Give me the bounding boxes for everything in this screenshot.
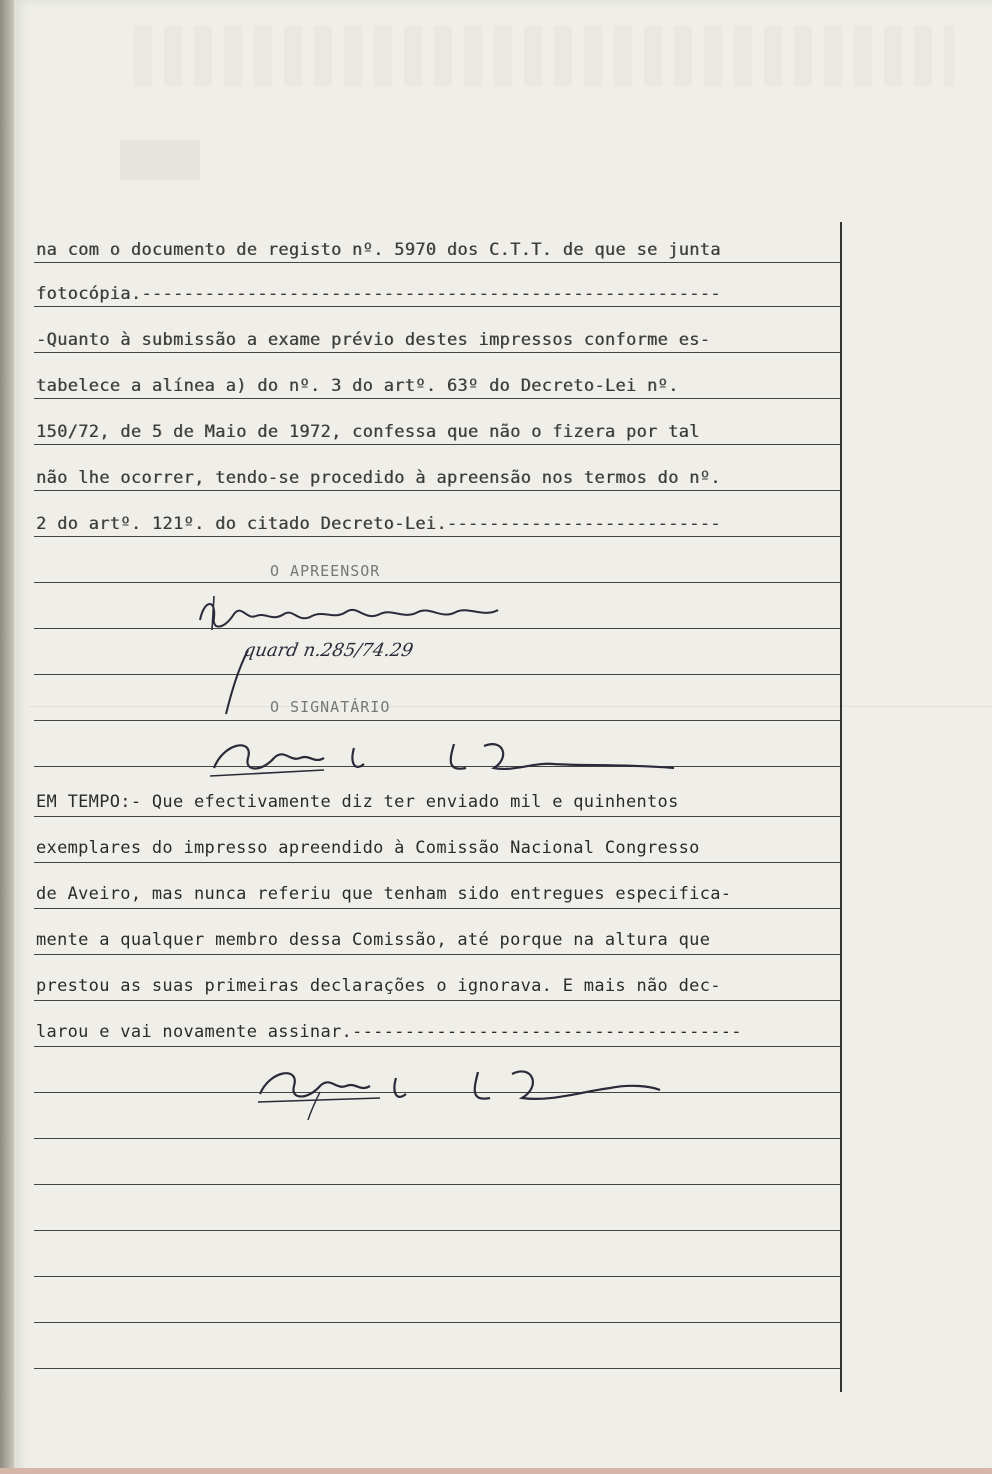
ruling-line xyxy=(34,1000,840,1001)
ruling-line xyxy=(34,954,840,955)
ruling-line xyxy=(34,1322,840,1323)
addendum-line: larou e vai novamente assinar.------------------------------------- xyxy=(36,1022,742,1042)
signatario-signature xyxy=(204,728,684,788)
ruling-line xyxy=(34,1230,840,1231)
ruling-line xyxy=(34,908,840,909)
addendum-line: EM TEMPO:- Que efectivamente diz ter enviado mil e quinhentos xyxy=(36,792,679,812)
margin-rule xyxy=(840,222,842,1392)
apreensor-signature-note: quard n.285/74.29 xyxy=(214,640,413,661)
signatario-label: O SIGNATÁRIO xyxy=(270,698,391,716)
body-line: tabelece a alínea a) do nº. 3 do artº. 63º do Decreto-Lei nº. xyxy=(36,376,679,396)
ruling-line xyxy=(34,306,840,307)
ruling-line xyxy=(34,1184,840,1185)
ruling-line xyxy=(34,490,840,491)
ruling-line xyxy=(34,262,840,263)
final-signature xyxy=(250,1052,670,1122)
page-edge-shadow xyxy=(0,0,14,1474)
body-line: na com o documento de registo nº. 5970 dos C.T.T. de que se junta xyxy=(36,240,721,260)
body-line: -Quanto à submissão a exame prévio destes impressos conforme es- xyxy=(36,330,711,350)
body-line: 2 do artº. 121º. do citado Decreto-Lei.-------------------------- xyxy=(36,514,721,534)
ruling-line xyxy=(34,816,840,817)
addendum-line: exemplares do impresso apreendido à Comissão Nacional Congresso xyxy=(36,838,700,858)
ruling-line xyxy=(34,1138,840,1139)
ruling-line xyxy=(34,536,840,537)
ruling-line xyxy=(34,1368,840,1369)
ruling-line xyxy=(34,398,840,399)
addendum-line: mente a qualquer membro dessa Comissão, até porque na altura que xyxy=(36,930,711,950)
addendum-line: prestou as suas primeiras declarações o ignorava. E mais não dec- xyxy=(36,976,721,996)
bottom-edge xyxy=(0,1468,992,1474)
ruling-line xyxy=(34,582,840,583)
ruling-line xyxy=(34,674,840,675)
ruling-line xyxy=(34,1046,840,1047)
ruling-line xyxy=(34,444,840,445)
body-line: 150/72, de 5 de Maio de 1972, confessa que não o fizera por tal xyxy=(36,422,700,442)
body-line: fotocópia.------------------------------------------------------- xyxy=(36,284,721,304)
addendum-line: de Aveiro, mas nunca referiu que tenham sido entregues especifica- xyxy=(36,884,732,904)
apreensor-label: O APREENSOR xyxy=(270,562,381,580)
ruling-line xyxy=(34,1276,840,1277)
ruling-line xyxy=(34,720,840,721)
document-sheet xyxy=(14,0,992,1474)
ruling-line xyxy=(34,862,840,863)
body-line: não lhe ocorrer, tendo-se procedido à apreensão nos termos do nº. xyxy=(36,468,721,488)
ruling-line xyxy=(34,352,840,353)
apreensor-signature xyxy=(194,590,514,640)
